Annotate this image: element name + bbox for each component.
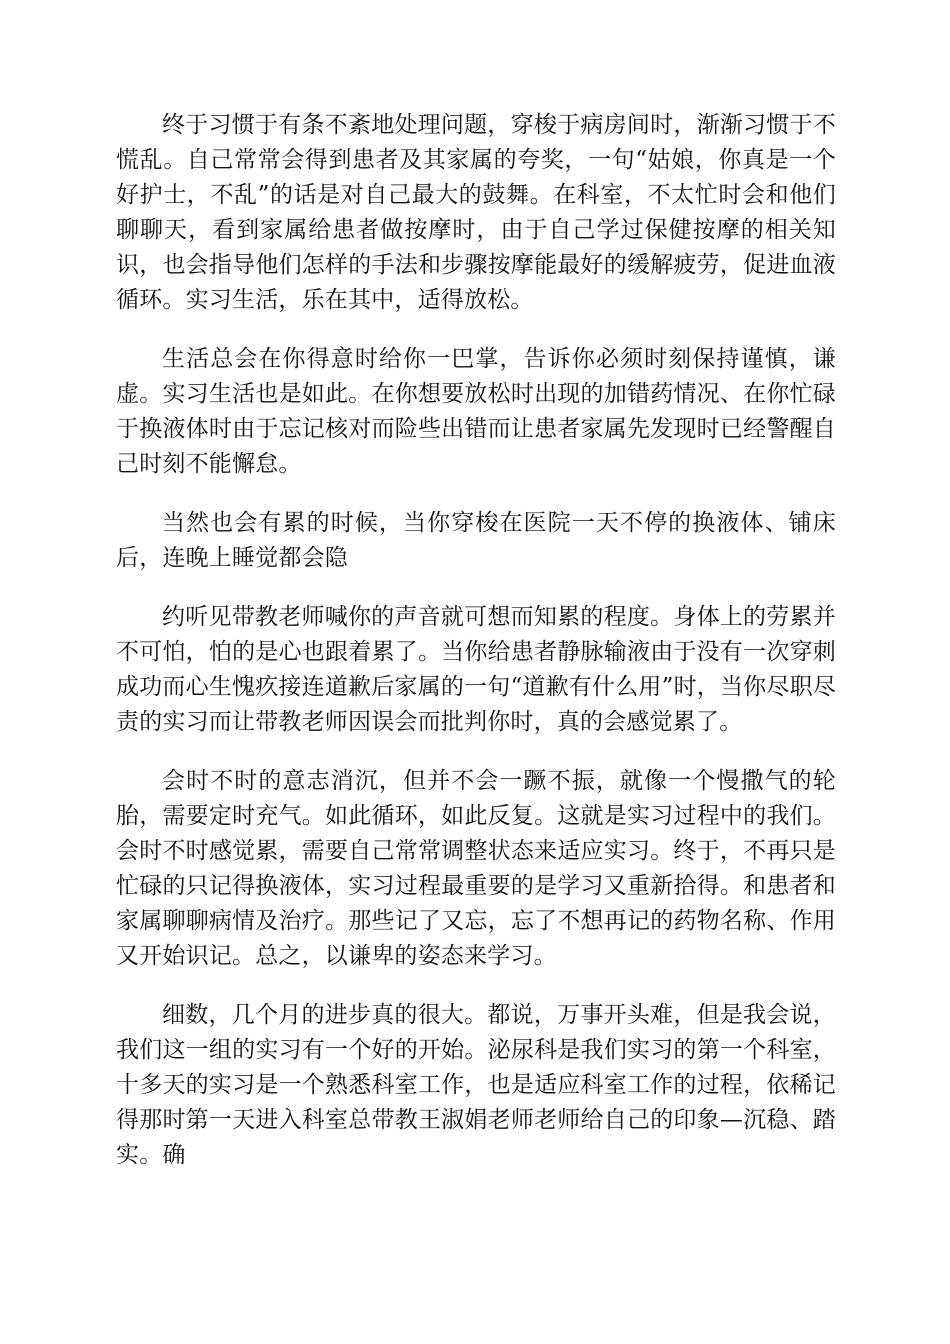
- paragraph-1: 终于习惯于有条不紊地处理问题，穿梭于病房间时，渐渐习惯于不慌乱。自己常常会得到患者及其家属的夸奖，一句“姑娘，你真是一个好护士，不乱”的话是对自己最大的鼓舞。在科室，不太忙时会和他们聊聊天，看到家属给患者做按摩时，由于自己学过保健按摩的相关知识，也会指导他们怎样的手法和步骤按摩能最好的缓解疲劳，促进血液循环。实习生活，乐在其中，适得放松。: [116, 112, 836, 313]
- paragraph-6: 细数，几个月的进步真的很大。都说，万事开头难，但是我会说，我们这一组的实习有一个好的开始。泌尿科是我们实习的第一个科室，十多天的实习是一个熟悉科室工作，也是适应科室工作的过程，依稀记得那时第一天进入科室总带教王淑娟老师老师给自己的印象—沉稳、踏实。确: [116, 1002, 836, 1168]
- paragraph-4: 约听见带教老师喊你的声音就可想而知累的程度。身体上的劳累并不可怕，怕的是心也跟着累了。当你给患者静脉输液由于没有一次穿刺成功而心生愧疚接连道歉后家属的一句“道歉有什么用”时，当你尽职尽责的实习而让带教老师因误会而批判你时，真的会感觉累了。: [116, 604, 836, 735]
- paragraph-2: 生活总会在你得意时给你一巴掌，告诉你必须时刻保持谨慎，谦虚。实习生活也是如此。在你想要放松时出现的加错药情况、在你忙碌于换液体时由于忘记核对而险些出错而让患者家属先发现时已经警醒自己时刻不能懈怠。: [116, 346, 836, 477]
- paragraph-3: 当然也会有累的时候，当你穿梭在医院一天不停的换液体、铺床后，连晚上睡觉都会隐: [116, 510, 836, 571]
- document-body: [116, 108, 836, 1197]
- paragraph-5: 会时不时的意志消沉，但并不会一蹶不振，就像一个慢撒气的轮胎，需要定时充气。如此循环，如此反复。这就是实习过程中的我们。会时不时感觉累，需要自己常常调整状态来适应实习。终于，不再只是忙碌的只记得换液体，实习过程最重要的是学习又重新拾得。和患者和家属聊聊病情及治疗。那些记了又忘，忘了不想再记的药物名称、作用又开始识记。总之，以谦卑的姿态来学习。: [116, 768, 836, 969]
